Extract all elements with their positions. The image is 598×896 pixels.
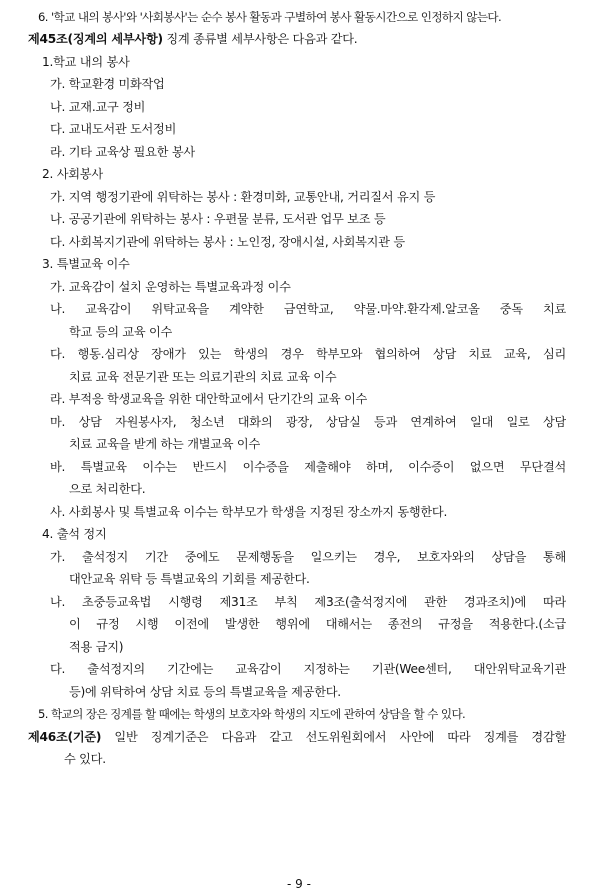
list-item: 나. 교육감이 위탁교육을 계약한 금연학교, 약물.마약.환각제.알코올 중독 치료 — [50, 302, 566, 316]
list-item: 나. 공공기관에 위탁하는 봉사 : 우편물 분류, 도서관 업무 보조 등 — [50, 212, 386, 226]
list-item-continuation: 적용 금지) — [69, 640, 124, 654]
section-4-title: 4. 출석 정지 — [42, 527, 107, 541]
list-item: 가. 지역 행정기관에 위탁하는 봉사 : 환경미화, 교통안내, 거리질서 유지 등 — [50, 190, 436, 204]
list-item: 나. 초중등교육법 시행령 제31조 부칙 제3조(출석정지에 관한 경과조치)에 따라 — [50, 595, 566, 609]
list-item-continuation: 등)에 위탁하여 상담 치료 등의 특별교육을 제공한다. — [69, 685, 341, 699]
clause-6-text: 6. '학교 내의 봉사'와 '사회봉사'는 순수 봉사 활동과 구별하여 봉사 활동시간으로 인정하지 않는다. — [38, 10, 502, 24]
list-item-continuation: 치료 교육을 받게 하는 개별교육 이수 — [69, 437, 260, 451]
section-1-title: 1.학교 내의 봉사 — [42, 55, 130, 69]
list-item: 다. 행동.심리상 장애가 있는 학생의 경우 학부모와 협의하여 상담 치료 교육, 심리 — [50, 347, 566, 361]
list-item: 다. 사회복지기관에 위탁하는 봉사 : 노인정, 장애시설, 사회복지관 등 — [50, 235, 405, 249]
list-item: 라. 기타 교육상 필요한 봉사 — [50, 145, 195, 159]
article-46-continuation: 수 있다. — [64, 752, 106, 766]
list-item: 사. 사회봉사 및 특별교육 이수는 학부모가 학생을 지정된 장소까지 동행한다. — [50, 505, 448, 519]
list-item-continuation: 치료 교육 전문기관 또는 의료기관의 치료 교육 이수 — [69, 370, 337, 384]
article-46-heading: 제46조(기준) 일반 징계기준은 다음과 같고 선도위원회에서 사안에 따라 징계를 경감할 — [28, 730, 566, 744]
list-item-continuation: 대안교육 위탁 등 특별교육의 기회를 제공한다. — [69, 572, 310, 586]
clause-5-text: 5. 학교의 장은 징계를 할 때에는 학생의 보호자와 학생의 지도에 관하여 상담을 할 수 있다. — [38, 707, 466, 721]
list-item: 바. 특별교육 이수는 반드시 이수증을 제출해야 하며, 이수증이 없으면 무단결석 — [50, 460, 566, 474]
list-item: 가. 출석정지 기간 중에도 문제행동을 일으키는 경우, 보호자와의 상담을 통해 — [50, 550, 566, 564]
page-number: - 9 - — [287, 877, 311, 891]
list-item: 다. 출석정지의 기간에는 교육감이 지정하는 기관(Wee센터, 대안위탁교육기관 — [50, 662, 566, 676]
list-item: 마. 상담 자원봉사자, 청소년 대화의 광장, 상담실 등과 연계하여 일대 일로 상담 — [50, 415, 566, 429]
section-2-title: 2. 사회봉사 — [42, 167, 103, 181]
list-item-continuation: 으로 처리한다. — [69, 482, 146, 496]
section-3-title: 3. 특별교육 이수 — [42, 257, 130, 271]
list-item: 가. 교육감이 설치 운영하는 특별교육과정 이수 — [50, 280, 291, 294]
article-45-heading: 제45조(징계의 세부사항) 징계 종류별 세부사항은 다음과 같다. — [28, 32, 358, 46]
list-item: 나. 교재.교구 정비 — [50, 100, 146, 114]
list-item-continuation: 이 규정 시행 이전에 발생한 행위에 대해서는 종전의 규정을 적용한다.(소급 — [69, 617, 566, 631]
list-item: 라. 부적응 학생교육을 위한 대안학교에서 단기간의 교육 이수 — [50, 392, 368, 406]
list-item-continuation: 학교 등의 교육 이수 — [69, 325, 173, 339]
list-item: 다. 교내도서관 도서정비 — [50, 122, 177, 136]
list-item: 가. 학교환경 미화작업 — [50, 77, 165, 91]
